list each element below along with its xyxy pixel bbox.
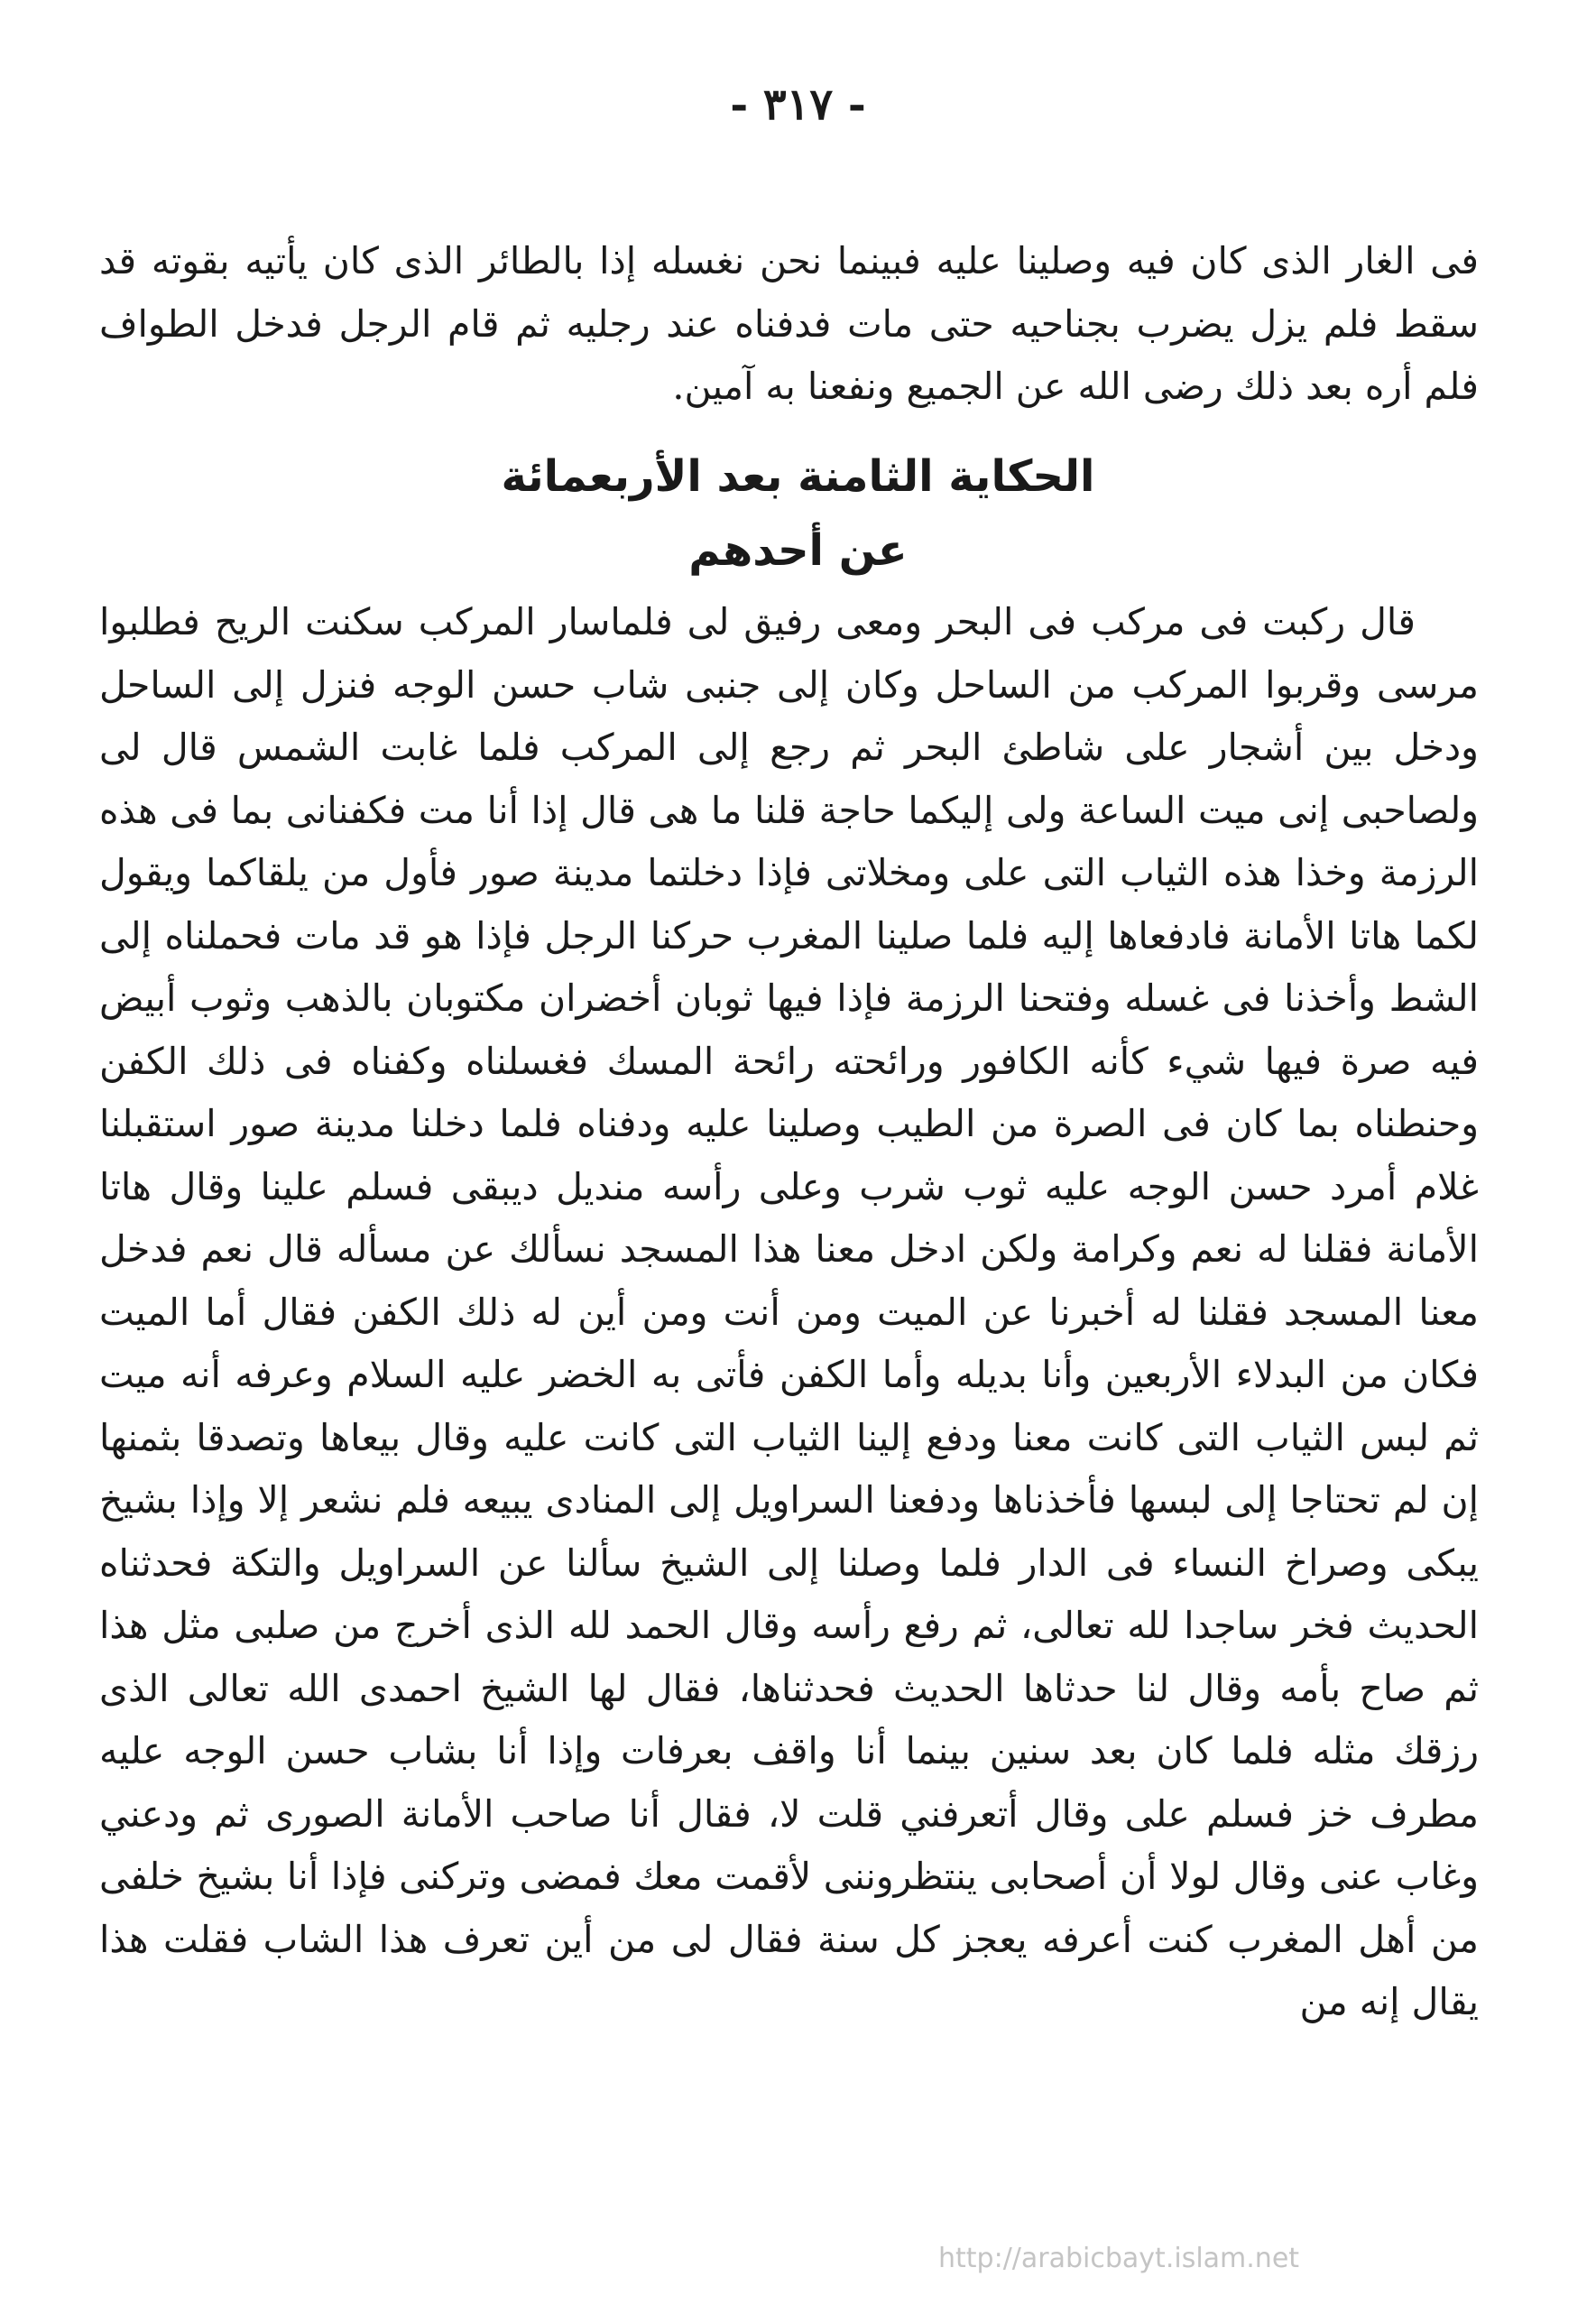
intro-paragraph-block	[99, 230, 1479, 419]
watermark: http://arabicbayt.islam.net	[938, 2243, 1300, 2274]
story-paragraph: قال ركبت فى مركب فى البحر ومعى رفيق لى فلماسار المركب سكنت الريح فطلبوا مرسى وقربوا المركب من الساحل وكان إلى جنبى شاب حسن الوجه فنزل إلى الساحل ودخل بين أشجار على شاطئ البحر ثم رجع إلى المركب فلما غابت الشمس قال لى ولصاحبى إنى ميت الساعة ولى إليكما حاجة قلنا ما هى قال إذا أنا مت فكفنانى بما فى هذه الرزمة وخذا هذه الثياب التى على ومخلاتى فإذا دخلتما مدينة صور فأول من يلقاكما ويقول لكما هاتا الأمانة فادفعاها إليه فلما صلينا المغرب حركنا الرجل فإذا هو قد مات فحملناه إلى الشط وأخذنا فى غسله وفتحنا الرزمة فإذا فيها ثوبان أخضران مكتوبان بالذهب وثوب أبيض فيه صرة فيها شيء كأنه الكافور ورائحته رائحة المسك فغسلناه وكفناه فى ذلك الكفن وحنطناه بما كان فى الصرة من الطيب وصلينا عليه ودفناه فلما دخلنا مدينة صور استقبلنا غلام أمرد حسن الوجه عليه ثوب شرب وعلى رأسه منديل ديبقى فسلم علينا وقال هاتا الأمانة فقلنا له نعم وكرامة ولكن ادخل معنا هذا المسجد نسألك عن مسأله قال نعم فدخل معنا المسجد فقلنا له أخبرنا عن الميت ومن أنت ومن أين له ذلك الكفن فقال أما الميت فكان من البدلاء الأربعين وأنا بديله وأما الكفن فأتى به الخضر عليه السلام وعرفه أنه ميت ثم لبس الثياب التى كانت معنا ودفع إلينا الثياب التى كانت عليه وقال بيعاها وتصدقا بثمنها إن لم تحتاجا إلى لبسها فأخذناها ودفعنا السراويل إلى المنادى يبيعه فلم نشعر إلا وإذا بشيخ يبكى وصراخ النساء فى الدار فلما وصلنا إلى الشيخ سألنا عن السراويل والتكة فحدثناه الحديث فخر ساجدا لله تعالى، ثم رفع رأسه وقال الحمد لله الذى أخرج من صلبى مثل هذا ثم صاح بأمه وقال لنا حدثاها الحديث فحدثناها، فقال لها الشيخ احمدى الله تعالى الذى رزقك مثله فلما كان بعد سنين بينما أنا واقف بعرفات وإذا أنا بشاب حسن الوجه عليه مطرف خز فسلم على وقال أتعرفني قلت لا، فقال أنا صاحب الأمانة الصورى ثم ودعني وغاب عنى وقال لولا أن أصحابى ينتظروننى لأقمت معك فمضى وتركنى فإذا أنا بشيخ خلفى من أهل المغرب كنت أعرفه يعجز كل سنة فقال لى من أين تعرف هذا الشاب فقلت هذا يقال إنه من	[99, 600, 1479, 2023]
page-number: - ٣١٧ -	[730, 79, 866, 130]
story-heading: الحكاية الثامنة بعد الأربعمائة	[501, 451, 1095, 502]
intro-paragraph: فى الغار الذى كان فيه وصلينا عليه فبينما نحن نغسله إذا بالطائر الذى كان يأتيه بقوته قد سقط فلم يزل يضرب بجناحيه حتى مات فدفناه عند رجليه ثم قام الرجل فدخل الطواف فلم أره بعد ذلك رضى الله عن الجميع ونفعنا به آمين.	[99, 239, 1479, 408]
story-paragraph-block	[99, 591, 1479, 2034]
story-subheading: عن أحدهم	[688, 525, 908, 576]
